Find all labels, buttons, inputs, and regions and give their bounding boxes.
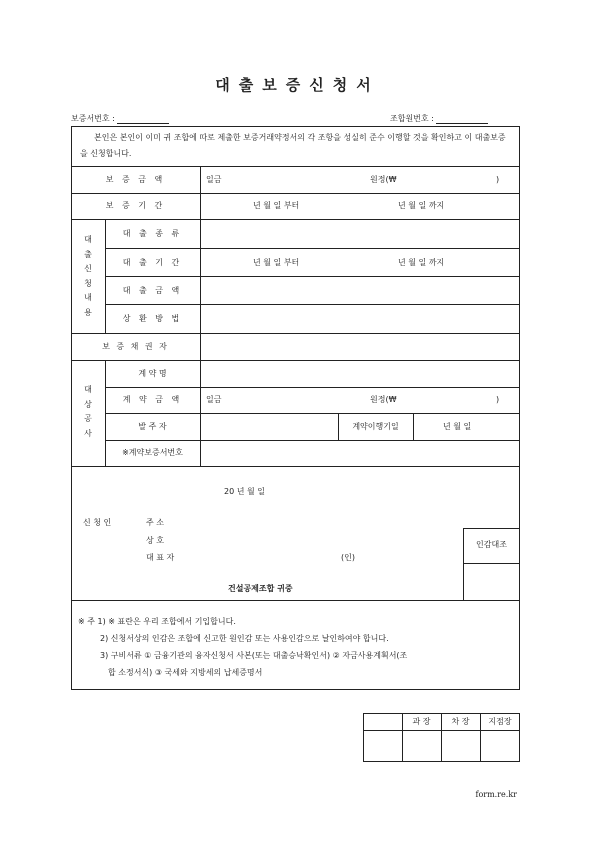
guarantee-amount-prefix: 일금 [206, 175, 222, 184]
repayment-input[interactable] [206, 307, 514, 329]
contract-amount-prefix: 일금 [206, 395, 222, 404]
guarantee-period-from: 년 월 일 부터 [253, 201, 300, 210]
note-2: 2) 신청서상의 인감은 조합에 신고한 원인감 또는 사용인감으로 날인하여야 합니다. [100, 634, 389, 643]
loan-period-from: 년 월 일 부터 [253, 258, 300, 267]
note-3-cont: 합 소정서식) ③ 국세와 지방세의 납세증명서 [108, 668, 263, 677]
notes [78, 613, 518, 681]
creditor-input[interactable] [206, 336, 514, 358]
contract-amount-suffix: 원정(₩ [370, 395, 397, 404]
orderer-label: 발 주 자 [138, 422, 167, 431]
contract-guarantee-no-label: ※계약보증서번호 [122, 448, 183, 457]
guarantee-amount-input[interactable] [230, 170, 360, 188]
deadline-value: 년 월 일 [443, 422, 472, 431]
note-3: 3) 구비서류 ① 금융기관의 융자신청서 사본(또는 대출승낙확인서) ② 자금사용계획서(조 [100, 651, 408, 660]
intro-statement: 본인은 본인이 이미 귀 조합에 따로 제출한 보증거래약정서의 각 조항을 성실히 준수 이행할 것을 확인하고 이 대출보증을 신청합니다. [80, 133, 506, 158]
loan-group-label: 대출신청내용 [84, 235, 92, 317]
loan-type-label: 대 출 종 류 [122, 229, 183, 238]
document-title: 대출보증신청서 [215, 76, 380, 94]
seal-mark: (인) [341, 553, 355, 562]
applicant-label: 신 청 인 [83, 518, 112, 527]
recipient: 건설공제조합 귀중 [228, 584, 293, 593]
loan-type-input[interactable] [206, 222, 514, 244]
approval-deputy: 차 장 [451, 717, 470, 726]
address-label: 주 소 [146, 518, 164, 527]
member-no-field [390, 113, 488, 124]
note-1: ※ 주 1) ※ 표란은 우리 조합에서 기입합니다. [78, 617, 236, 626]
creditor-label: 보 증 채 권 자 [102, 342, 169, 351]
contract-amount-close: ) [496, 395, 500, 404]
seal-check-box[interactable] [466, 566, 516, 597]
guarantee-no-field [71, 113, 169, 124]
approval-manager: 과 장 [412, 717, 431, 726]
guarantee-amount-label: 보 증 금 액 [105, 175, 166, 184]
loan-amount-input[interactable] [206, 279, 514, 301]
seal-check-label: 인감대조 [476, 540, 507, 549]
orderer-input[interactable] [206, 416, 334, 438]
contract-amount-label: 계 약 금 액 [122, 395, 183, 404]
repayment-label: 상 환 방 법 [122, 314, 183, 323]
loan-amount-label: 대 출 금 액 [122, 286, 183, 295]
application-date: 20 년 월 일 [224, 487, 265, 496]
member-no-blank[interactable] [436, 123, 488, 124]
contract-guarantee-no-input[interactable] [206, 443, 514, 463]
company-label: 상 호 [146, 536, 164, 545]
contract-name-label: 계 약 명 [138, 369, 167, 378]
footer-source: form.re.kr [475, 790, 517, 799]
loan-period-to: 년 월 일 까지 [398, 258, 445, 267]
guarantee-period-to: 년 월 일 까지 [398, 201, 445, 210]
loan-period-label: 대 출 기 간 [122, 258, 183, 267]
contract-name-input[interactable] [206, 363, 514, 385]
guarantee-amount-suffix: 원정(₩ [370, 175, 397, 184]
approval-branch-head: 지점장 [488, 717, 512, 726]
deadline-label: 계약이행기일 [352, 422, 399, 431]
representative-label: 대 표 자 [146, 553, 175, 562]
guarantee-amount-close: ) [496, 175, 500, 184]
guarantee-period-label: 보 증 기 간 [105, 201, 166, 210]
guarantee-no-blank[interactable] [117, 123, 169, 124]
guarantee-no-label: 보증서번호 : [71, 114, 115, 123]
project-group-label: 대상공사 [84, 385, 92, 438]
member-no-label: 조합원번호 : [390, 114, 434, 123]
